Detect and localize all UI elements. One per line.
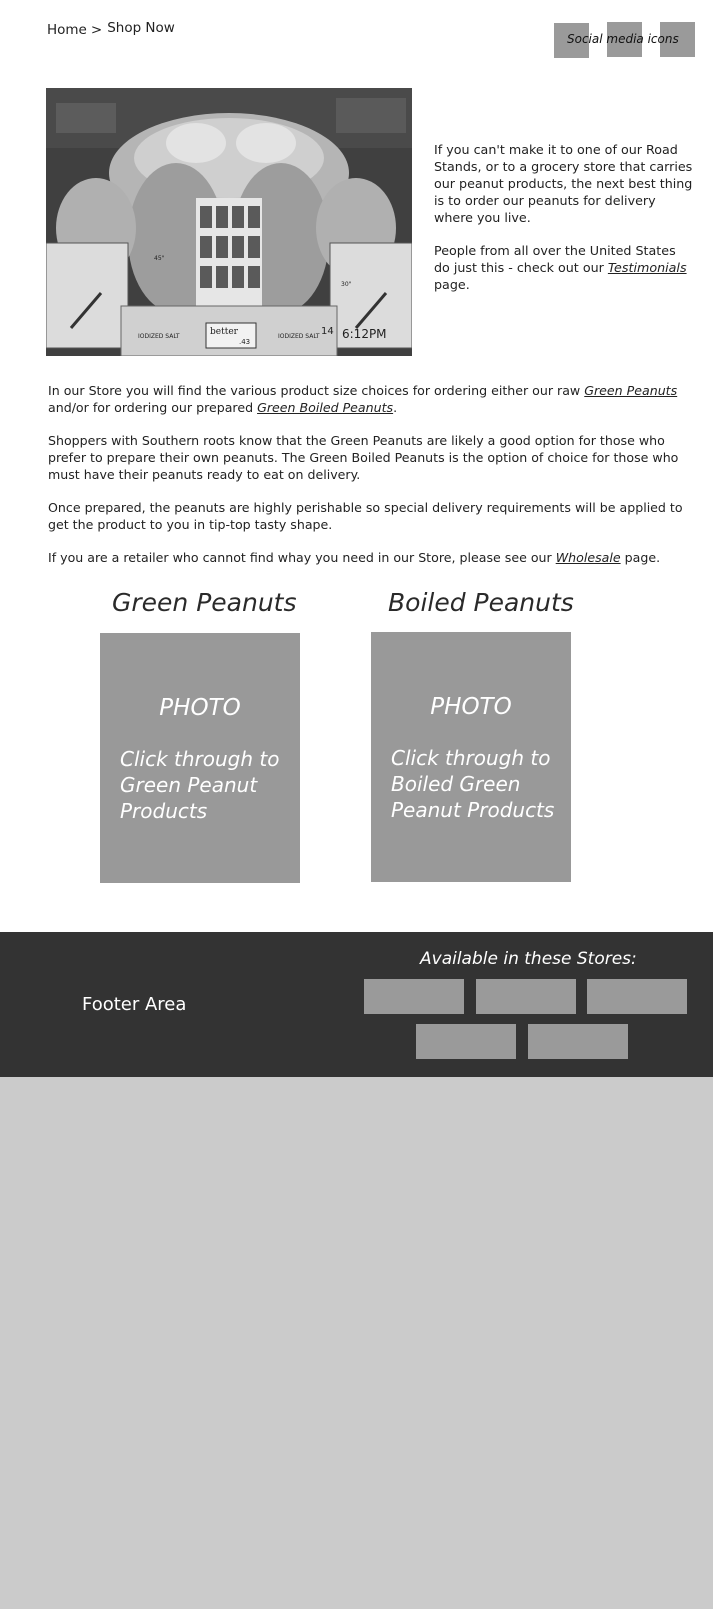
body-p1-end: . <box>393 400 398 415</box>
body-p4-text: If you are a retailer who cannot find whay you need in our Store, please see our <box>48 550 556 565</box>
store-logo-2[interactable] <box>476 979 576 1014</box>
hero-label-5: 14 <box>321 326 334 337</box>
body-p1-text: In our Store you will find the various product size choices for ordering either our raw <box>48 383 585 398</box>
green-peanuts-photo-label: PHOTO <box>159 695 241 721</box>
hero-label-7: 45" <box>154 255 165 262</box>
body-paragraph-1 <box>48 382 688 416</box>
social-media-label: Social media icons <box>567 32 679 46</box>
green-peanuts-card[interactable] <box>100 633 300 883</box>
store-logo-5[interactable] <box>528 1024 628 1059</box>
body-paragraph-4 <box>48 549 688 566</box>
green-peanuts-link[interactable]: Green Peanuts <box>584 383 678 398</box>
boiled-peanuts-title: Boiled Peanuts <box>388 588 574 617</box>
hero-label-2: IODIZED SALT <box>278 333 320 340</box>
stores-heading: Available in these Stores: <box>420 949 637 969</box>
footer-area-label: Footer Area <box>82 994 187 1015</box>
hero-label-6: 6:12PM <box>342 327 387 341</box>
boiled-peanuts-cta: Click through to Boiled Green Peanut Products <box>391 746 555 822</box>
store-description <box>48 382 688 582</box>
body-p1-middle: and/or for ordering our prepared <box>48 400 258 415</box>
body-p4-end: page. <box>620 550 661 565</box>
breadcrumb <box>47 22 175 38</box>
hero-label-1: IODIZED SALT <box>138 333 180 340</box>
boiled-peanuts-photo-label: PHOTO <box>430 694 512 720</box>
breadcrumb-separator: > <box>90 22 103 38</box>
hero-photo-peanut-display <box>46 88 412 356</box>
store-logo-4[interactable] <box>416 1024 516 1059</box>
hero-label-8: 30" <box>341 281 352 288</box>
intro-p2-end: page. <box>434 277 470 292</box>
breadcrumb-home-link[interactable]: Home <box>47 22 87 38</box>
hero-label-3: better <box>210 327 238 337</box>
green-boiled-peanuts-link[interactable]: Green Boiled Peanuts <box>257 400 394 415</box>
green-peanuts-cta: Click through to Green Peanut Products <box>120 747 280 823</box>
green-peanuts-title: Green Peanuts <box>112 588 297 617</box>
hero-label-4: .43 <box>239 338 251 346</box>
store-logo-1[interactable] <box>364 979 464 1014</box>
testimonials-link[interactable]: Testimonials <box>607 260 687 275</box>
footer <box>0 932 713 1077</box>
peanut-display-image <box>46 88 412 356</box>
intro-paragraph-2 <box>434 242 694 293</box>
wholesale-link[interactable]: Wholesale <box>555 550 621 565</box>
intro-paragraph-1: If you can't make it to one of our Road Stands, or to a grocery store that carries our peanut products, the next best thing is to order our peanuts for delivery where you live. <box>434 142 693 225</box>
body-paragraph-3: Once prepared, the peanuts are highly perishable so special delivery requirements will be applied to get the product to you in tip-top tasty shape. <box>48 500 683 532</box>
intro-text <box>434 141 694 309</box>
social-media-icons <box>554 22 696 58</box>
intro-p2-text: People from all over the United States do just this - check out our <box>434 243 676 275</box>
body-paragraph-2: Shoppers with Southern roots know that the Green Peanuts are likely a good option for those who prefer to prepare their own peanuts. The Green Boiled Peanuts is the option of choice for those who must have their peanuts ready to eat on delivery. <box>48 433 679 482</box>
breadcrumb-current: Shop Now <box>107 20 175 36</box>
store-logo-3[interactable] <box>587 979 687 1014</box>
boiled-peanuts-card[interactable] <box>371 632 571 882</box>
